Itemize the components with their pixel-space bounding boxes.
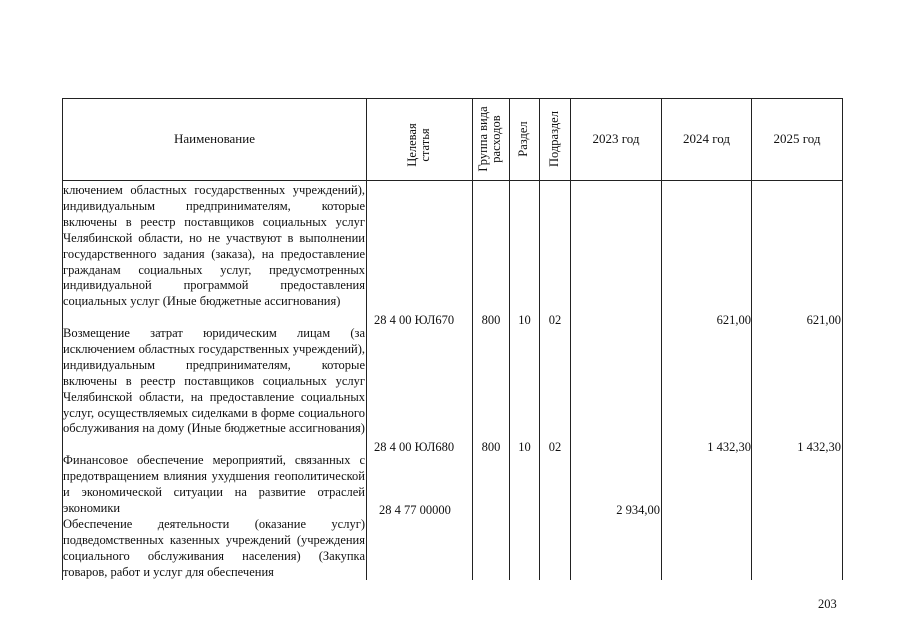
col-border-right (842, 98, 843, 580)
header-expense-group: Группа вида расходов (476, 106, 503, 172)
col-border-group (509, 98, 510, 580)
row-name: Финансовое обеспечение мероприятий, связанных с предотвращением влияния ухудшения геополитической и экономической ситуации на развитие отраслей экономики (63, 453, 365, 515)
col-border-2024 (751, 98, 752, 580)
row-2024: 1 432,30 (707, 440, 751, 454)
header-section: Раздел (516, 121, 530, 157)
row-group: 800 (481, 440, 501, 454)
row-target: 28 4 77 00000 (379, 503, 451, 517)
header-2025: 2025 год (773, 131, 821, 146)
header-2024: 2024 год (683, 131, 730, 146)
col-border-2023 (661, 98, 662, 580)
row-target: 28 4 00 ЮЛ670 (374, 313, 455, 327)
header-target-article: Целевая статья (405, 123, 432, 167)
row-name: Обеспечение деятельности (оказание услуг) подведомственных казенных учреждений (учреждения социального обслуживания населения) (Закупка товаров, работ и услуг для обеспечения (63, 517, 365, 579)
table-top-border (62, 98, 842, 99)
row-subsection: 02 (548, 440, 562, 454)
row-target: 28 4 00 ЮЛ680 (374, 440, 455, 454)
page-number: 203 (818, 597, 837, 611)
col-border-name (366, 98, 367, 580)
row-2025: 621,00 (806, 313, 841, 327)
row-2025: 1 432,30 (797, 440, 841, 454)
header-bottom-border (62, 180, 842, 181)
row-group: 800 (481, 313, 501, 327)
row-2024: 621,00 (716, 313, 751, 327)
header-name: Наименование (174, 131, 255, 146)
row-name: ключением областных государственных учреждений), индивидуальным предпринимателям, которые включены в реестр поставщиков социальных услуг Челябинской области, но не участвуют в выполнении государственного задания (заказа), на предоставление гражданам социальных услуг, предусмотренных индивидуальной программой предоставления социальных услуг (Иные бюджетные ассигнования) (63, 183, 365, 309)
header-2023: 2023 год (592, 131, 640, 146)
row-subsection: 02 (548, 313, 562, 327)
row-section: 10 (518, 440, 531, 454)
row-2023: 2 934,00 (616, 503, 660, 517)
col-border-section (539, 98, 540, 580)
row-name: Возмещение затрат юридическим лицам (за исключением областных государственных учреждений), индивидуальным предпринимателям, которые включены в реестр поставщиков социальных услуг Челябинской области, на предоставление социальных услуг, осуществляемых сиделками в форме социального обслуживания на дому (Иные бюджетные ассигнования) (63, 326, 365, 436)
col-border-target (472, 98, 473, 580)
row-section: 10 (518, 313, 531, 327)
header-subsection: Подраздел (547, 111, 561, 167)
